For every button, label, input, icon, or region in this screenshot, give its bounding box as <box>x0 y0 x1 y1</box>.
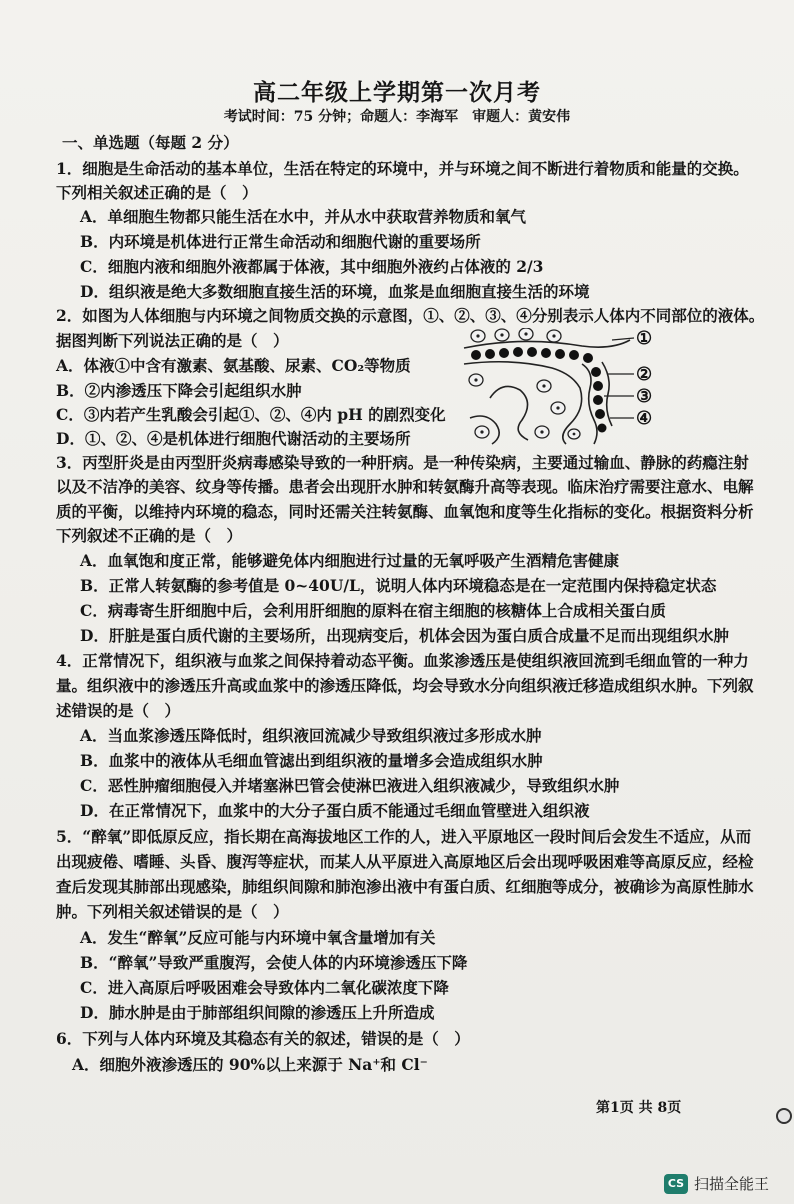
diagram-label-4: ④ <box>636 408 653 429</box>
q1-stem-line1: 1．细胞是生命活动的基本单位，生活在特定的环境中，并与环境之间不断进行着物质和能量的交换。 <box>56 159 749 178</box>
q3-option-c: C．病毒寄生肝细胞中后，会利用肝细胞的原料在宿主细胞的核糖体上合成相关蛋白质 <box>80 601 666 620</box>
q4-option-a: A．当血浆渗透压降低时，组织液回流减少导致组织液过多形成水肿 <box>80 726 542 745</box>
tissue-fluid-diagram <box>462 328 662 446</box>
q3-option-a: A．血氧饱和度正常，能够避免体内细胞进行过量的无氧呼吸产生酒精危害健康 <box>80 551 620 570</box>
diagram-label-1: ① <box>636 328 653 349</box>
q3-stem-line4: 下列叙述不正确的是（ ） <box>56 526 243 545</box>
q4-stem-line1: 4．正常情况下，组织液与血浆之间保持着动态平衡。血浆渗透压是使组织液回流到毛细血管的一种力 <box>56 651 749 670</box>
q4-option-b: B．血浆中的液体从毛细血管滤出到组织液的量增多会造成组织水肿 <box>80 751 543 770</box>
exam-info: 考试时间：75 分钟；命题人：李海军 审题人：黄安伟 <box>223 109 571 125</box>
q4-option-d: D．在正常情况下，血浆中的大分子蛋白质不能通过毛细血管壁进入组织液 <box>80 801 590 820</box>
q2-stem-line1: 2．如图为人体细胞与内环境之间物质交换的示意图，①、②、③、④分别表示人体内不同部位的液体。 <box>56 306 765 325</box>
q5-option-b: B．“醉氧”导致严重腹泻，会使人体的内环境渗透压下降 <box>80 953 468 972</box>
q3-stem-line1: 3．丙型肝炎是由丙型肝炎病毒感染导致的一种肝病。是一种传染病，主要通过输血、静脉的药瘾注射 <box>56 453 749 472</box>
q5-stem-line2: 出现疲倦、嗜睡、头昏、腹泻等症状，而某人从平原进入高原地区后会出现呼吸困难等高原反应，经检 <box>56 852 754 871</box>
q3-stem-line3: 质的平衡，以维持内环境的稳态，同时还需关注转氨酶、血氧饱和度等生化指标的变化。根据资料分析 <box>56 502 754 521</box>
q5-stem-line4: 肿。下列相关叙述错误的是（ ） <box>56 902 289 921</box>
q1-stem-line2: 下列相关叙述正确的是（ ） <box>56 183 258 202</box>
q1-option-d: D．组织液是绝大多数细胞直接生活的环境，血浆是血细胞直接生活的环境 <box>80 282 590 301</box>
section-heading: 一、单选题（每题 2 分） <box>62 133 239 152</box>
q3-option-d: D．肝脏是蛋白质代谢的主要场所，出现病变后，机体会因为蛋白质合成量不足而出现组织水肿 <box>80 626 729 645</box>
q5-stem-line1: 5．“醉氧”即低原反应，指长期在高海拔地区工作的人，进入平原地区一段时间后会发生不适应，从而 <box>56 827 752 846</box>
q4-stem-line3: 述错误的是（ ） <box>56 701 181 720</box>
diagram-label-2: ② <box>636 364 653 385</box>
q2-option-d: D．①、②、④是机体进行细胞代谢活动的主要场所 <box>56 429 411 448</box>
diagram-label-3: ③ <box>636 386 653 407</box>
q4-stem-line2: 量。组织液中的渗透压升高或血浆中的渗透压降低，均会导致水分向组织液迁移造成组织水肿。下列叙 <box>56 676 754 695</box>
page-title: 高二年级上学期第一次月考 <box>253 79 541 106</box>
q6-option-a: A．细胞外液渗透压的 90%以上来源于 Na⁺和 Cl⁻ <box>72 1055 428 1074</box>
binder-hole <box>776 1108 792 1124</box>
q5-stem-line3: 查后发现其肺部出现感染，肺组织间隙和肺泡渗出液中有蛋白质、红细胞等成分，被确诊为高原性肺水 <box>56 877 754 896</box>
q1-option-c: C．细胞内液和细胞外液都属于体液，其中细胞外液约占体液的 2/3 <box>80 257 544 276</box>
q2-stem-line2: 据图判断下列说法正确的是（ ） <box>56 331 289 350</box>
q5-option-d: D．肺水肿是由于肺部组织间隙的渗透压上升所造成 <box>80 1003 435 1022</box>
q2-option-b: B．②内渗透压下降会引起组织水肿 <box>56 381 302 400</box>
q2-option-c: C．③内若产生乳酸会引起①、②、④内 pH 的剧烈变化 <box>56 405 446 424</box>
scanner-watermark <box>664 1173 769 1194</box>
scanner-app-name: 扫描全能王 <box>694 1175 770 1193</box>
q5-option-c: C．进入高原后呼吸困难会导致体内二氧化碳浓度下降 <box>80 978 449 997</box>
page-number: 第1页 共 8页 <box>596 1100 682 1116</box>
q1-option-b: B．内环境是机体进行正常生命活动和细胞代谢的重要场所 <box>80 232 481 251</box>
q1-option-a: A．单细胞生物都只能生活在水中，并从水中获取营养物质和氧气 <box>80 207 527 226</box>
q3-stem-line2: 以及不洁净的美容、纹身等传播。患者会出现肝水肿和转氨酶升高等表现。临床治疗需要注意水、电解 <box>56 477 754 496</box>
q2-option-a: A．体液①中含有激素、氨基酸、尿素、CO₂等物质 <box>56 356 411 375</box>
scanner-logo-icon: CS <box>664 1174 688 1194</box>
q5-option-a: A．发生“醉氧”反应可能与内环境中氧含量增加有关 <box>80 928 436 947</box>
capillary-diagram-svg <box>462 328 662 446</box>
q6-stem: 6．下列与人体内环境及其稳态有关的叙述，错误的是（ ） <box>56 1029 470 1048</box>
q3-option-b: B．正常人转氨酶的参考值是 0~40U/L，说明人体内环境稳态是在一定范围内保持稳定状态 <box>80 576 717 595</box>
q4-option-c: C．恶性肿瘤细胞侵入并堵塞淋巴管会使淋巴液进入组织液减少，导致组织水肿 <box>80 776 620 795</box>
